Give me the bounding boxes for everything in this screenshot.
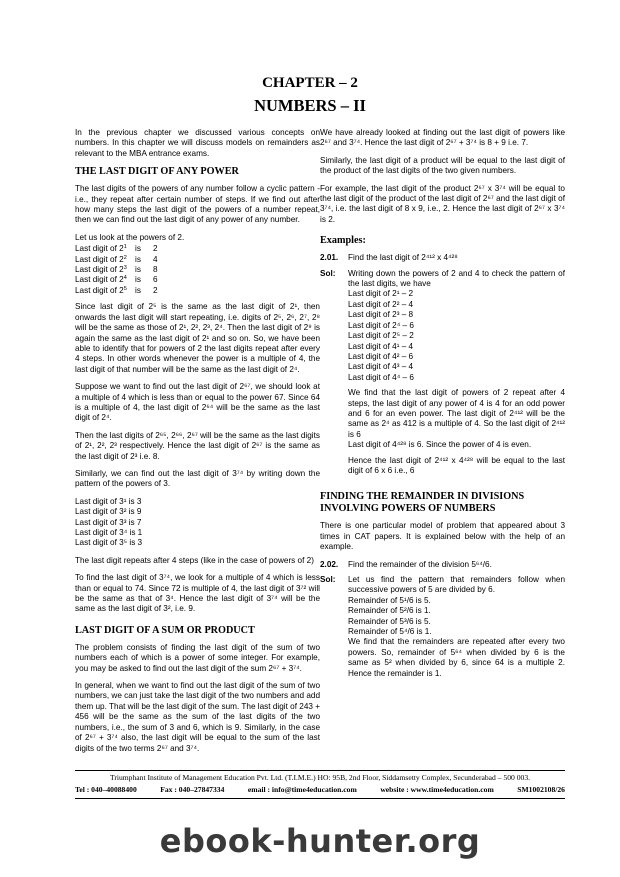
paragraph: Then the last digits of 2⁶⁵, 2⁶⁶, 2⁶⁷ will be the same as the last digits of 2¹, 2², 2³ respectively. Hence the last digit of 2⁶⁷ is the same as the last digit of 2³ i.e. 8.: [75, 430, 320, 461]
list-item: Last digit of 2² – 4: [348, 299, 414, 309]
footer-code: SM1002108/26: [517, 785, 565, 794]
section-heading-remainder: FINDING THE REMAINDER IN DIVISIONS INVOLVING POWERS OF NUMBERS: [320, 491, 525, 515]
table-cell: 4: [153, 254, 158, 264]
list-item: Last digit of 2⁵ – 2: [348, 331, 414, 341]
list-item: Last digit of 2⁴ – 6: [348, 320, 414, 330]
paragraph: To find the last digit of 3⁷⁴, we look for a multiple of 4 which is less than or equal to 74. Since 72 is multiple of 4, the last digit of 3⁷² will be the same as that of 3⁴. Hence the last digit of 3⁷⁴ will be the same as the last digit of 3², i.e. 9.: [75, 573, 320, 614]
table-cell: Last digit of 2: [75, 244, 124, 254]
list-item: Last digit of 4⁴ – 6: [348, 372, 414, 382]
footer-website: website : www.time4education.com: [380, 785, 494, 794]
solution-label: Sol:: [320, 575, 336, 584]
table-cell: Last digit of 2: [75, 275, 124, 285]
paragraph: Suppose we want to find out the last digit of 2⁶⁷, we should look at a multiple of 4 which is less than or equal to the power 67. Since 64 is a multiple of 4, the last digit of 2⁶⁴ will be the same as the last digit of 2⁴.: [75, 382, 320, 423]
table-row: [75, 275, 320, 285]
remainder-list: [348, 596, 565, 638]
section-heading-last-digit-power: THE LAST DIGIT OF ANY POWER: [75, 166, 239, 178]
example-number: 2.01.: [320, 253, 339, 263]
footer-tel: Tel : 040–40088400: [75, 785, 137, 794]
table-cell: is: [135, 275, 141, 285]
left-column: [75, 128, 320, 761]
table-cell: Last digit of 2: [75, 254, 124, 264]
paragraph: We find that the last digit of powers of 2 repeat after 4 steps, the last digit of any power of 4 is 4 for an odd power and 6 for an even power. The last digit of 2⁴¹² will be the same as 2⁴ as 412 is a multiple of 4. So the last digit of 2⁴¹² is 6: [348, 388, 565, 439]
exponent: 2: [123, 254, 127, 261]
exponent: 3: [123, 265, 127, 272]
paragraph: The last digits of the powers of any number follow a cyclic pattern - i.e., they repeat after certain number of steps. If we find out after how many steps the last digit of the powers of a number repeat, then we can find out the last digit of any power of any number.: [75, 184, 320, 225]
paragraph: Hence the last digit of 2⁴¹² x 4⁴²⁸ will be equal to the last digit of 6 x 6 i.e., 6: [348, 455, 565, 475]
paragraph: We have already looked at finding out the last digit of powers like 2⁶⁷ and 3⁷⁴. Hence the last digit of 2⁶⁷ + 3⁷⁴ is 8 + 9 i.e. 7.: [320, 128, 565, 148]
list-item: Remainder of 5¹/6 is 5.: [348, 595, 431, 605]
example-question: [320, 560, 565, 570]
table-cell: is: [135, 244, 141, 254]
paragraph: For example, the last digit of the product 2⁶⁷ x 3⁷⁴ will be equal to the last digit of the product of the last digit of 2⁶⁷ and the last digit of 3⁷⁴, i.e. the last digit of 8 x 9, i.e., 2. Hence the last digit of 2⁶⁷ x 3⁷⁴ is 2.: [320, 183, 565, 224]
table-cell: 8: [153, 265, 158, 275]
exponent: 5: [123, 285, 127, 292]
table-row: [75, 255, 320, 265]
table-row: [75, 286, 320, 296]
paragraph: Similarly, the last digit of a product will be equal to the last digit of the product of the last digits of the two given numbers.: [320, 155, 565, 176]
paragraph: Let us find the pattern that remainders follow when successive powers of 5 are divided by 6.: [348, 575, 565, 595]
footer-divider: [75, 770, 565, 771]
table-cell: 2: [153, 244, 158, 254]
paragraph: Last digit of 4⁴²⁸ is 6. Since the power of 4 is even.: [348, 440, 532, 450]
paragraph: Similarly, we can find out the last digit of 3⁷⁴ by writing down the pattern of the powers of 3.: [75, 468, 320, 489]
list-item: Last digit of 3³ is 7: [75, 517, 142, 527]
table-cell: 6: [153, 275, 158, 285]
paragraph: The problem consists of finding the last digit of the sum of two numbers each of which is a power of some integer. For example, you may be asked to find out the last digit of the sum 2⁶⁷ + 3⁷⁴.: [75, 642, 320, 673]
table-cell: is: [135, 285, 141, 295]
chapter-label: CHAPTER – 2: [262, 75, 358, 91]
table-row: [75, 265, 320, 275]
table-cell: Last digit of 2: [75, 265, 124, 275]
table-row: [75, 244, 320, 254]
list-item: Last digit of 3⁴ is 1: [75, 528, 143, 537]
paragraph: Let us look at the powers of 2.: [75, 232, 185, 242]
example-solution: [320, 575, 565, 684]
list-item: Last digit of 3⁵ is 3: [75, 538, 143, 548]
table-cell: 2: [153, 285, 158, 295]
footer-divider: [75, 798, 565, 799]
list-item: Last digit of 2¹ – 2: [348, 289, 414, 299]
list-item: Remainder of 5²/6 is 1.: [348, 606, 431, 616]
list-item: Last digit of 4³ – 4: [348, 362, 414, 372]
example-text: Find the remainder of the division 5⁶⁴/6.: [348, 559, 492, 569]
list-item: Last digit of 4² – 6: [348, 351, 414, 361]
powers-of-3-list: [75, 497, 320, 549]
last-digit-list: [348, 289, 565, 383]
example-text: Find the last digit of 2⁴¹² x 4⁴²⁸: [348, 253, 458, 263]
list-item: Remainder of 5³/6 is 5.: [348, 616, 431, 626]
right-column: [320, 128, 565, 689]
table-cell: Last digit of 2: [75, 285, 124, 295]
paragraph: In general, when we want to find out the last digit of the sum of two numbers, we can just take the last digit of the two numbers and add them up. That will be the last digit of the sum. The last digit of 243 + 456 will be the same as the sum of the last digits of the two numbers, i.e., the sum of 3 and 6, which is 9. Similarly, in the case of 2⁶⁷ + 3⁷⁴ also, the last digit will be equal to the sum of the last digits of the two terms 2⁶⁷ and 3⁷⁴.: [75, 681, 320, 753]
paragraph: There is one particular model of problem that appeared about 3 times in CAT papers. It is explained below with the help of an example.: [320, 521, 565, 552]
page-title: NUMBERS – II: [254, 96, 366, 115]
section-heading-sum-product: LAST DIGIT OF A SUM OR PRODUCT: [75, 624, 255, 636]
list-item: Remainder of 5⁴/6 is 1.: [348, 627, 432, 637]
footer-email: email : info@time4education.com: [247, 785, 357, 794]
footer-contact: [75, 785, 565, 794]
examples-heading: Examples:: [320, 235, 366, 247]
intro-paragraph: In the previous chapter we discussed various concepts on numbers. In this chapter we will discuss models on remainders as relevant to the MBA entrance exams.: [75, 128, 320, 158]
list-item: Last digit of 3² is 9: [75, 507, 142, 517]
powers-of-2-table: [75, 244, 320, 296]
watermark: ebook-hunter.org: [159, 822, 481, 860]
list-item: Last digit of 3¹ is 3: [75, 496, 142, 506]
paragraph: The last digit repeats after 4 steps (like in the case of powers of 2): [75, 555, 314, 565]
table-cell: is: [135, 265, 141, 275]
exponent: 4: [123, 275, 127, 282]
table-cell: is: [135, 254, 141, 264]
footer-fax: Fax : 040–27847334: [160, 785, 225, 794]
paragraph: Since last digit of 2⁵ is the same as the last digit of 2¹, then onwards the last digit will start repeating, i.e. digits of 2⁵, 2⁶, 2⁷, 2⁸ will be the same as those of 2¹, 2², 2³, 2⁴. Then the last digit of 2⁹ is again the same as the last digit of 2¹ and so on. So, we have been able to identify that for powers of 2 the last digits repeat after every 4 steps. In other words whenever the power is a multiple of 4, the last digit of that number will be the same as the last digit of 2⁴.: [75, 302, 320, 374]
paragraph: We find that the remainders are repeated after every two powers. So, remainder of 5⁶⁴ when divided by 6 is the same as 5² when divided by 6, since 64 is a multiple 2. Hence the remainder is 1.: [348, 637, 565, 678]
example-solution: [320, 269, 565, 482]
paragraph: Writing down the powers of 2 and 4 to check the pattern of the last digits, we have: [348, 268, 565, 289]
exponent: 1: [123, 244, 127, 251]
example-number: 2.02.: [320, 559, 339, 569]
solution-label: Sol:: [320, 268, 336, 278]
example-question: [320, 253, 565, 263]
list-item: Last digit of 2³ – 8: [348, 310, 414, 320]
list-item: Last digit of 4¹ – 4: [348, 341, 414, 351]
footer-institute: Triumphant Institute of Management Education Pvt. Ltd. (T.I.M.E.) HO: 95B, 2nd Floor, Siddamsetty Complex, Secunderabad – 500 003.: [109, 773, 531, 782]
